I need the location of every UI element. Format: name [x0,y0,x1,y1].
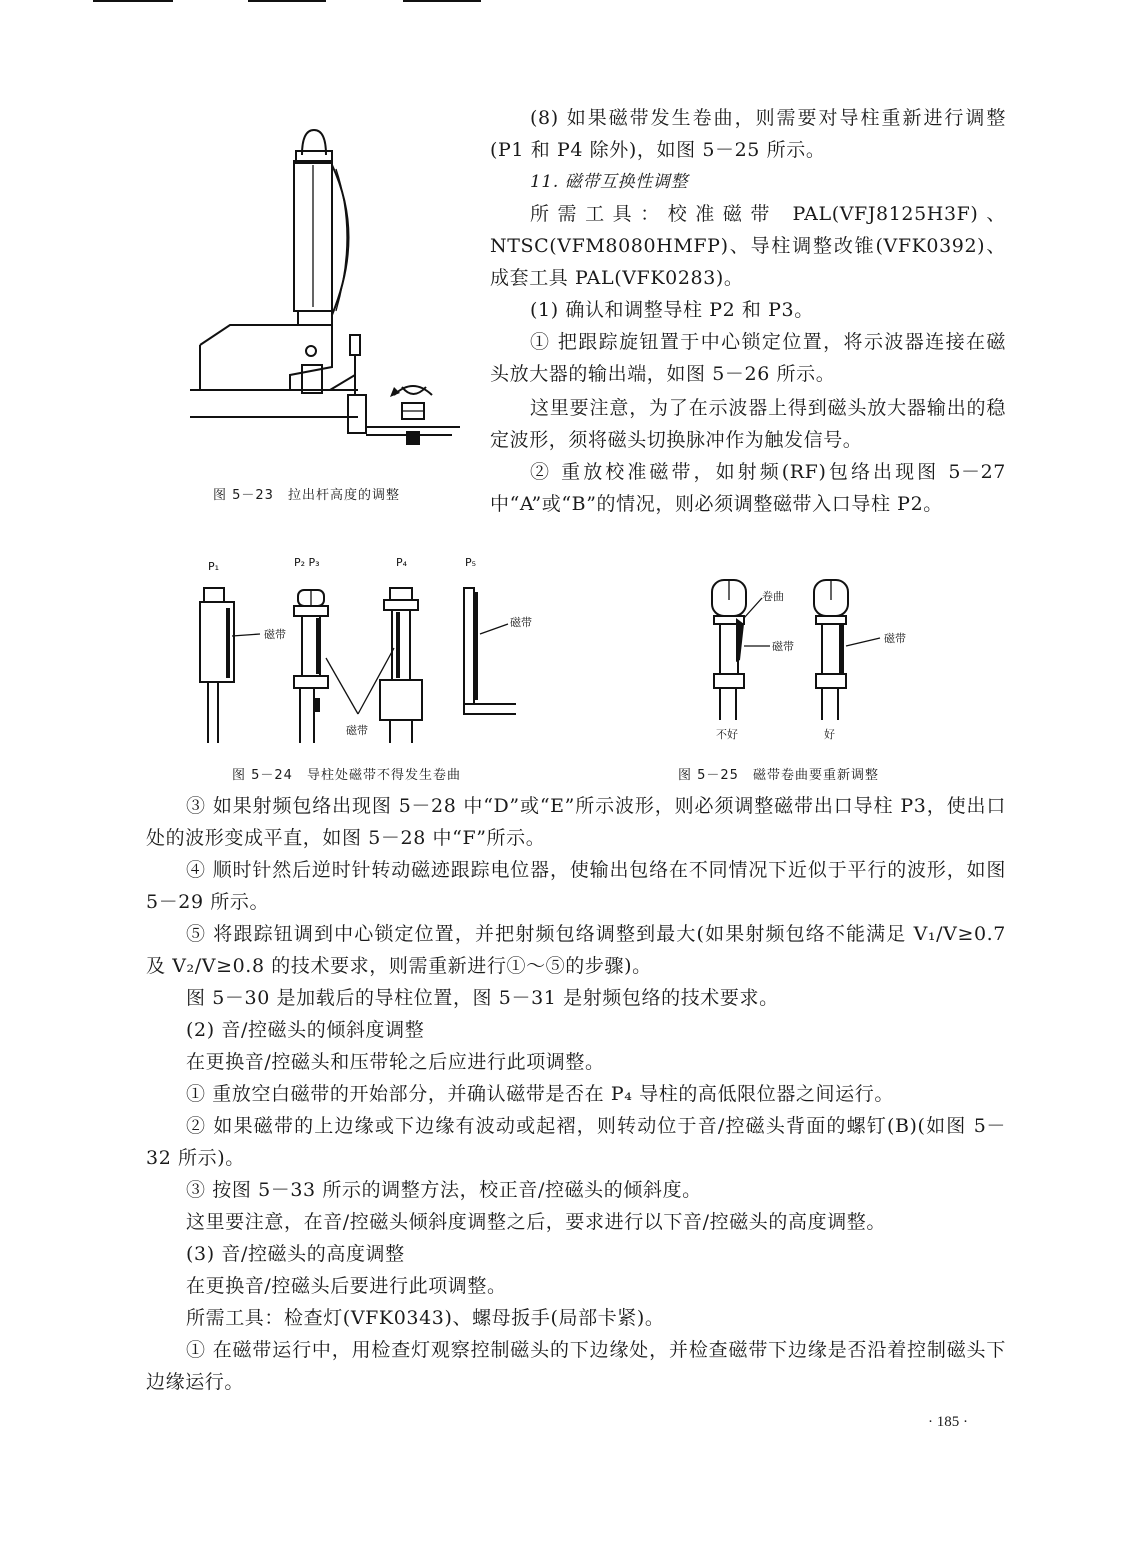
label-good: 好 [824,728,835,741]
page-number: · 185 · [928,1414,968,1430]
figure-5-23-drawing [190,125,470,455]
top-rule-3 [403,0,481,2]
top-rule-2 [248,0,326,2]
paragraph-height-tools: 所需工具：检查灯(VFK0343)、螺母扳手(局部卡紧)。 [186,1307,665,1329]
label-tape-p5: 磁带 [510,616,532,629]
paragraph-tools: 所需工具：校准磁带 PAL(VFJ8125H3F)、NTSC(VFM8080HMFP)、导柱调整改锥(VFK0392)、成套工具 PAL(VFK0283)。 [490,203,1006,289]
paragraph-heading-3: (3) 音/控磁头的高度调整 [186,1243,405,1265]
label-curl: 卷曲 [762,590,784,603]
label-tape-p1: 磁带 [264,628,286,641]
paragraph-note: 这里要注意，为了在示波器上得到磁头放大器输出的稳定波形，须将磁头切换脉冲作为触发信号。 [490,397,1006,451]
paragraph-replace-head: 在更换音/控磁头和压带轮之后应进行此项调整。 [186,1051,605,1073]
paragraph-tilt-3: ③ 按图 5－33 所示的调整方法，校正音/控磁头的倾斜度。 [186,1179,702,1201]
paragraph-heading-2: (2) 音/控磁头的倾斜度调整 [186,1019,425,1041]
label-p4: P₄ [396,556,408,569]
paragraph-step-1: ① 把跟踪旋钮置于中心锁定位置，将示波器连接在磁头放大器的输出端，如图 5－26 所示。 [490,331,1006,385]
paragraph-tilt-1: ① 重放空白磁带的开始部分，并确认磁带是否在 P₄ 导柱的高低限位器之间运行。 [186,1083,894,1105]
figure-5-23-caption: 图 5－23 拉出杆高度的调整 [213,488,400,503]
figure-5-24-caption: 图 5－24 导柱处磁带不得发生卷曲 [232,768,461,783]
label-tape-p3-p4: 磁带 [346,724,368,737]
paragraph-tilt-2: ② 如果磁带的上边缘或下边缘有波动或起褶，则转动位于音/控磁头背面的螺钉(B)(如图 5－32 所示)。 [146,1115,1006,1169]
figure-5-25-drawing [700,570,940,750]
paragraph-tilt-note: 这里要注意，在音/控磁头倾斜度调整之后，要求进行以下音/控磁头的高度调整。 [186,1211,887,1233]
figure-5-24-drawing [190,548,550,748]
label-tape-bad: 磁带 [772,640,794,653]
label-p2p3: P₂ P₃ [294,556,320,569]
top-rule-1 [93,0,173,2]
paragraph-8: (8) 如果磁带发生卷曲，则需要对导柱重新进行调整(P1 和 P4 除外)，如图 5－25 所示。 [490,107,1006,161]
paragraph-step-5: ⑤ 将跟踪钮调到中心锁定位置，并把射频包络调整到最大(如果射频包络不能满足 V₁/V≥0.7 及 V₂/V≥0.8 的技术要求，则需重新进行①～⑤的步骤)。 [146,923,1006,977]
section-heading-11: 11. 磁带互换性调整 [530,172,689,192]
label-tape-good: 磁带 [884,632,906,645]
paragraph-step-4: ④ 顺时针然后逆时针转动磁迹跟踪电位器，使输出包络在不同情况下近似于平行的波形，如图 5－29 所示。 [146,859,1006,913]
figure-5-25-caption: 图 5－25 磁带卷曲要重新调整 [678,768,879,783]
label-p5: P₅ [465,556,477,569]
label-bad: 不好 [716,728,738,741]
paragraph-step-2: ② 重放校准磁带，如射频(RF)包络出现图 5－27 中“A”或“B”的情况，则必须调整磁带入口导柱 P2。 [490,461,1006,515]
paragraph-step-3: ③ 如果射频包络出现图 5－28 中“D”或“E”所示波形，则必须调整磁带出口导柱 P3，使出口处的波形变成平直，如图 5－28 中“F”所示。 [146,795,1006,849]
paragraph-height-replace: 在更换音/控磁头后要进行此项调整。 [186,1275,507,1297]
paragraph-1: (1) 确认和调整导柱 P2 和 P3。 [530,299,814,321]
paragraph-height-1: ① 在磁带运行中，用检查灯观察控制磁头的下边缘处，并检查磁带下边缘是否沿着控制磁头下边缘运行。 [146,1339,1006,1393]
paragraph-fig-5-30: 图 5－30 是加载后的导柱位置，图 5－31 是射频包络的技术要求。 [186,987,779,1009]
label-p1: P₁ [208,560,220,573]
